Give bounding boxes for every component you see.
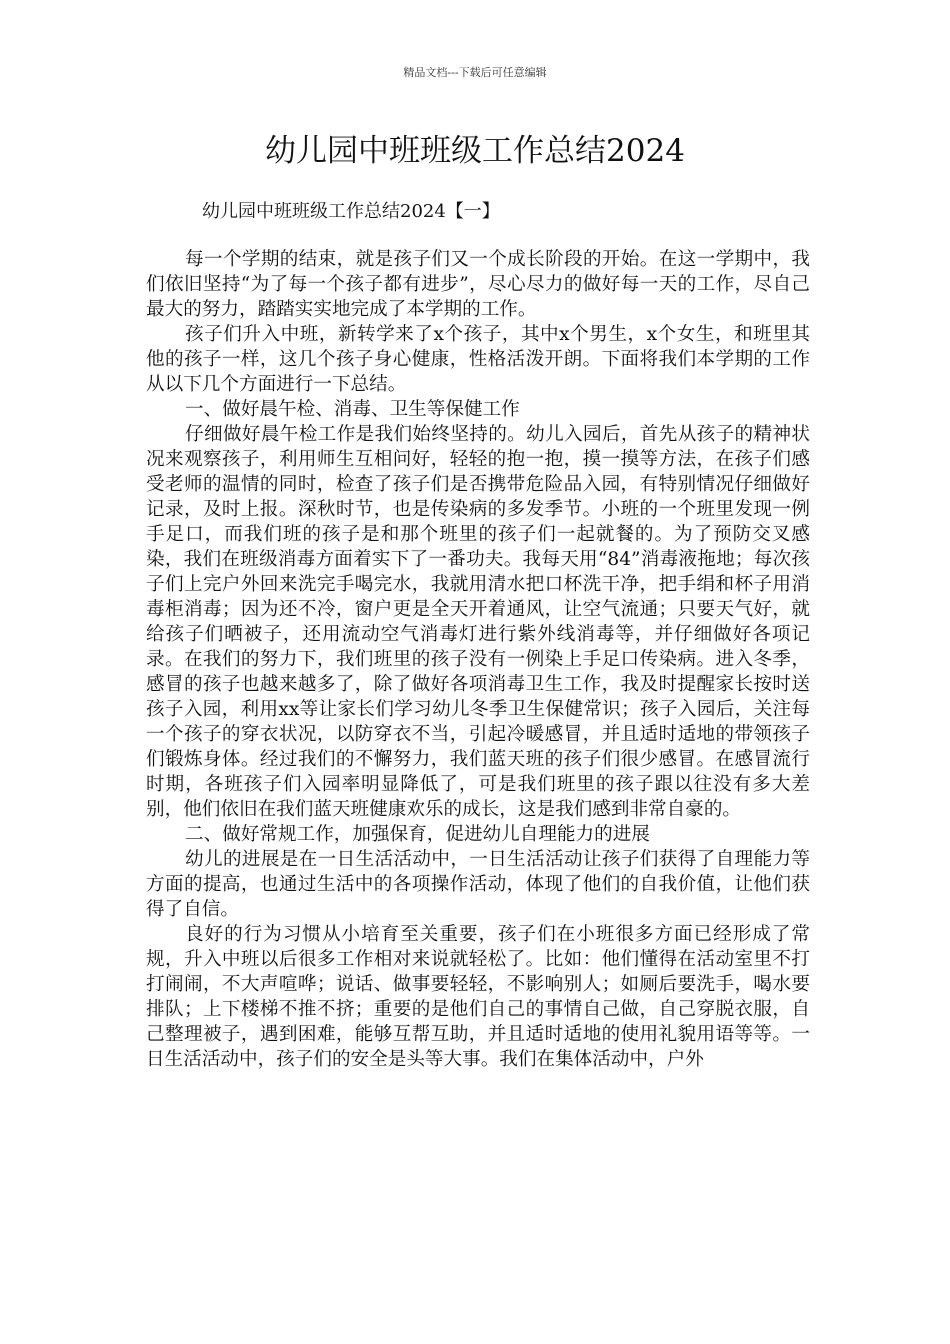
body-paragraph: 幼儿的进展是在一日生活活动中，一日生活活动让孩子们获得了自理能力等方面的提高，也通过生活中的各项操作活动，体现了他们的自我价值，让他们获得了自信。	[146, 849, 810, 920]
document-subtitle: 幼儿园中班班级工作总结2024【一】	[202, 201, 500, 222]
section-heading: 二、做好常规工作，加强保育，促进幼儿自理能力的进展	[185, 824, 650, 845]
document-title: 幼儿园中班班级工作总结2024	[265, 133, 685, 169]
body-paragraph: 良好的行为习惯从小培育至关重要，孩子们在小班很多方面已经形成了常规，升入中班以后很多工作相对来说就轻松了。比如：他们懂得在活动室里不打打闹闹，不大声喧哗；说话、做事要轻轻，不影响别人；如厕后要洗手，喝水要排队；上下楼梯不推不挤；重要的是他们自己的事情自己做，自己穿脱衣服，自己整理被子，遇到困难，能够互帮互助，并且适时适地的使用礼貌用语等等。一日生活活动中，孩子们的安全是头等大事。我们在集体活动中，户外	[146, 924, 810, 1070]
body-paragraph: 仔细做好晨午检工作是我们始终坚持的。幼儿入园后，首先从孩子的精神状况来观察孩子，利用师生互相问好，轻轻的抱一抱，摸一摸等方法，在孩子们感受老师的温情的同时，检查了孩子们是否携带危险品入园，有特别情况仔细做好记录，及时上报。深秋时节，也是传染病的多发季节。小班的一个班里发现一例手足口，而我们班的孩子是和那个班里的孩子们一起就餐的。为了预防交叉感染，我们在班级消毒方面着实下了一番功夫。我每天用“84”消毒液拖地；每次孩子们上完户外回来洗完手喝完水，我就用清水把口杯洗干净，把手绢和杯子用消毒柜消毒；因为还不冷，窗户更是全天开着通风，让空气流通；只要天气好，就给孩子们晒被子，还用流动空气消毒灯进行紫外线消毒等，并仔细做好各项记录。在我们的努力下，我们班里的孩子没有一例染上手足口传染病。进入冬季，感冒的孩子也越来越多了，除了做好各项消毒卫生工作，我及时提醒家长按时送孩子入园，利用xx等让家长们学习幼儿冬季卫生保健常识；孩子入园后，关注每一个孩子的穿衣状况，以防穿衣不当，引起冷暖感冒，并且适时适地的带领孩子们锻炼身体。经过我们的不懈努力，我们蓝天班的孩子们很少感冒。在感冒流行时期，各班孩子们入园率明显降低了，可是我们班里的孩子跟以往没有多大差别，他们依旧在我们蓝天班健康欢乐的成长，这是我们感到非常自豪的。	[146, 424, 810, 820]
document-body	[146, 247, 810, 1072]
body-paragraph: 孩子们升入中班，新转学来了x个孩子，其中x个男生，x个女生，和班里其他的孩子一样，这几个孩子身心健康，性格活泼开朗。下面将我们本学期的工作从以下几个方面进行一下总结。	[146, 324, 810, 395]
page-header: 精品文档---下载后可任意编辑	[403, 66, 547, 79]
section-heading: 一、做好晨午检、消毒、卫生等保健工作	[185, 399, 520, 420]
body-paragraph: 每一个学期的结束，就是孩子们又一个成长阶段的开始。在这一学期中，我们依旧坚持“为了每一个孩子都有进步”，尽心尽力的做好每一天的工作，尽自己最大的努力，踏踏实实地完成了本学期的工作。	[146, 249, 810, 320]
